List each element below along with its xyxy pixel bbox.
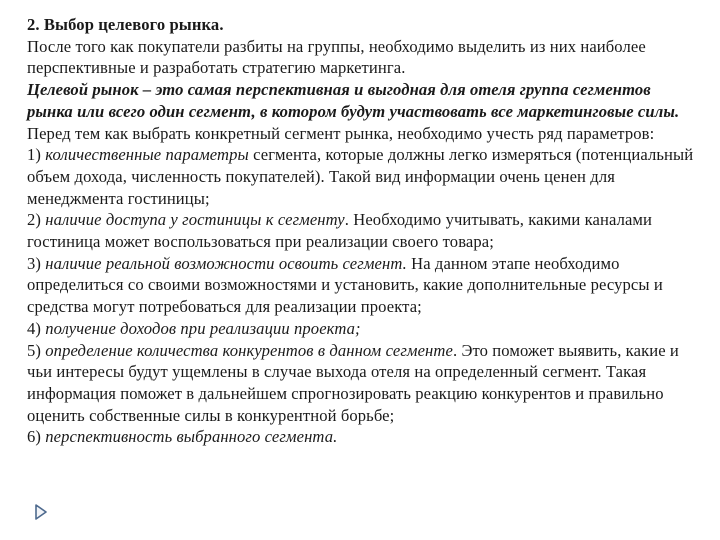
param-number: 5) <box>27 340 46 360</box>
param-number: 4) <box>27 318 46 338</box>
param-term: перспективность выбранного сегмента. <box>45 427 338 447</box>
param-text: . Необходимо учитывать, какими каналами гостиница может воспользоваться при реализации своего товара; <box>27 210 653 252</box>
param-term: получение доходов при реализации проекта; <box>45 318 361 338</box>
param-term: наличие доступа у гостиницы к сегменту <box>45 210 345 230</box>
definition-emphasis: Целевой рынок – это самая перспективная и выгодная для отеля группа сегментов рынка или всего один сегмент, в котором будут участвовать все маркетинговые силы. <box>27 80 680 121</box>
param-number: 1) <box>27 145 46 165</box>
definition-rest: Перед тем как выбрать конкретный сегмент рынка, необходимо учесть ряд параметров: <box>27 123 655 143</box>
triangle-bullet-icon <box>34 503 48 521</box>
slide-heading: 2. Выбор целевого рынка. <box>27 15 224 34</box>
param-number: 2) <box>27 210 46 230</box>
slide-text-block <box>27 14 699 448</box>
param-number: 3) <box>27 253 46 273</box>
param-item <box>27 253 699 318</box>
param-text: . Это поможет выявить, какие и чьи интересы будут ущемлены в случае выхода отеля на определенный сегмент. Такая информация поможет в дальнейшем спрогнозировать реакцию конкурентов и правильно оценить собственные силы в конкурентной борьбе; <box>27 340 679 425</box>
intro-paragraph: После того как покупатели разбиты на группы, необходимо выделить из них наиболее перспективные и разработать стратегию маркетинга. <box>27 36 646 78</box>
param-item <box>27 340 699 427</box>
param-number: 6) <box>27 427 46 447</box>
param-item <box>27 426 699 448</box>
param-item <box>27 144 699 209</box>
param-item <box>27 209 699 252</box>
definition-paragraph <box>27 79 699 144</box>
param-item <box>27 318 699 340</box>
param-text: На данном этапе необходимо определиться со своими возможностями и установить, какие дополнительные ресурсы и средства могут потребоваться для реализации проекта; <box>27 253 663 317</box>
param-term: наличие реальной возможности освоить сегмент. <box>45 253 407 273</box>
param-text: сегмента, которые должны легко измеряться (потенциальный объем дохода, численность покупателей). Такой вид информации очень ценен для менеджмента гостиницы; <box>27 145 694 208</box>
param-term: количественные параметры <box>45 145 249 165</box>
param-term: определение количества конкурентов в данном сегменте <box>45 340 453 360</box>
